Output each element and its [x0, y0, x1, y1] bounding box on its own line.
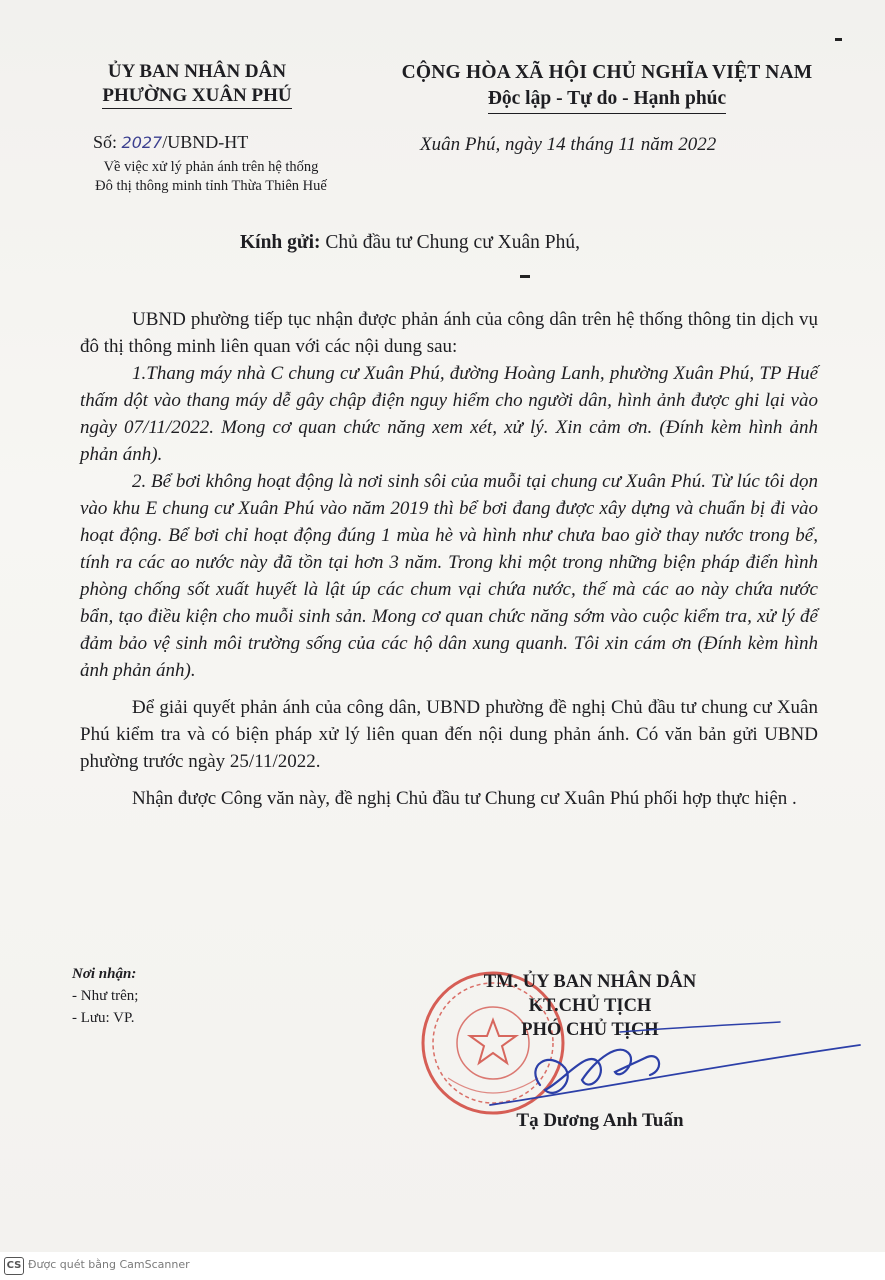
- scan-mark: [520, 275, 530, 278]
- scanner-watermark-text: Được quét bằng CamScanner: [28, 1258, 190, 1271]
- recipient-label: Kính gửi:: [240, 232, 321, 253]
- camscanner-icon: CS: [4, 1257, 24, 1275]
- doc-number-suffix: /UBND-HT: [162, 132, 249, 152]
- doc-number-handwritten: 2027: [121, 133, 163, 152]
- doc-number-prefix: Số:: [93, 132, 118, 152]
- body-item-2: 2. Bể bơi không hoạt động là nơi sinh sôi của muỗi tại chung cư Xuân Phú. Từ lúc tôi dọn vào khu E chung cư Xuân Phú vào năm 2019 thì bể bơi đang được xây dựng và chuẩn bị đi vào hoạt động. Bể bơi chỉ hoạt động đúng 1 mùa hè và hình như chưa bao giờ thay nước trong bể, tính ra các ao nước này đã tồn tại hơn 3 năm. Trong khi một trong những biện pháp điển hình phòng chống sốt xuất huyết là lật úp các chum vại chứa nước, thế mà các ao này chứa nước bẩn, tạo điều kiện cho muỗi sinh sản. Mong cơ quan chức năng sớm vào cuộc kiểm tra, xử lý để đảm bảo vệ sinh môi trường sống của các hộ dân xung quanh. Tôi xin cám ơn (Đính kèm hình ảnh phản ánh).: [80, 471, 818, 681]
- recipients-block: [72, 963, 138, 1029]
- subject-line1: Về việc xử lý phản ánh trên hệ thống: [103, 159, 319, 175]
- subject-line2: Đô thị thông minh tỉnh Thừa Thiên Huế: [95, 178, 327, 194]
- national-heading: [372, 60, 842, 114]
- body-request: Để giải quyết phản ánh của công dân, UBND phường đề nghị Chủ đầu tư chung cư Xuân Phú kiểm tra và có biện pháp xử lý liên quan đến nội dung phản ánh. Có văn bản gửi UBND phường trước ngày 25/11/2022.: [80, 697, 818, 772]
- national-motto: Độc lập - Tự do - Hạnh phúc: [488, 86, 726, 114]
- signature-line2: KT.CHỦ TỊCH: [528, 996, 652, 1016]
- nation-title: CỘNG HÒA XÃ HỘI CHỦ NGHĨA VIỆT NAM: [401, 62, 813, 83]
- handwritten-signature: [470, 1010, 870, 1120]
- document-body: [80, 306, 818, 812]
- recipients-item: - Lưu: VP.: [72, 1010, 135, 1026]
- authority-line2: PHƯỜNG XUÂN PHÚ: [102, 84, 291, 109]
- recipients-title: Nơi nhận:: [72, 966, 137, 982]
- document-number: [93, 132, 248, 153]
- issuing-authority: [82, 60, 312, 109]
- authority-line1: ỦY BAN NHÂN DÂN: [107, 61, 287, 82]
- place-date: Xuân Phú, ngày 14 tháng 11 năm 2022: [420, 134, 717, 155]
- recipient-value: Chủ đầu tư Chung cư Xuân Phú,: [325, 232, 580, 253]
- signature-line3: PHÓ CHỦ TỊCH: [521, 1020, 659, 1040]
- scan-mark: [835, 38, 842, 41]
- body-closing: Nhận được Công văn này, đề nghị Chủ đầu tư Chung cư Xuân Phú phối hợp thực hiện .: [132, 788, 797, 809]
- scanner-footer: [0, 1252, 885, 1280]
- recipients-item: - Như trên;: [72, 988, 139, 1004]
- document-subject: [76, 158, 346, 196]
- signature-line1: TM. ỦY BAN NHÂN DÂN: [483, 972, 697, 992]
- body-item-1: 1.Thang máy nhà C chung cư Xuân Phú, đường Hoàng Lanh, phường Xuân Phú, TP Huế thấm dột vào thang máy dễ gây chập điện nguy hiểm cho người dân, hình ảnh được ghi lại vào ngày 07/11/2022. Mong cơ quan chức năng xem xét, xử lý. Xin cảm ơn. (Đính kèm hình ảnh phản ánh).: [80, 363, 818, 465]
- recipient-line: [240, 232, 580, 254]
- body-intro: UBND phường tiếp tục nhận được phản ánh của công dân trên hệ thống thông tin dịch vụ đô thị thông minh liên quan với các nội dung sau:: [80, 309, 818, 357]
- signer-name: Tạ Dương Anh Tuấn: [516, 1110, 684, 1131]
